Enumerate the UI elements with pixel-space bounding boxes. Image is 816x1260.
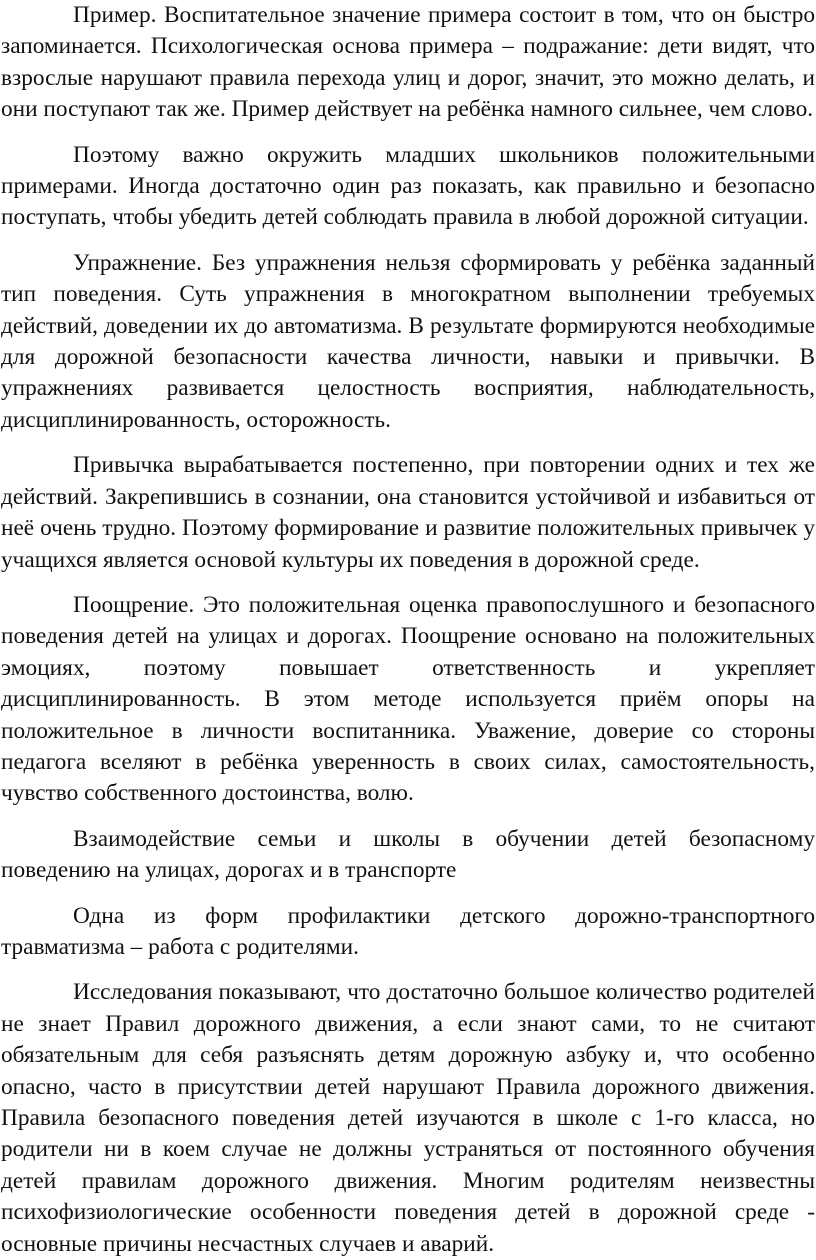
paragraph-positive-examples: Поэтому важно окружить младших школьников положительными примерами. Иногда достаточно один раз показать, как правильно и безопасно поступать, чтобы убедить детей соблюдать правила в любой дорожной ситуации. — [1, 141, 815, 231]
paragraph-example: Пример. Воспитательное значение примера состоит в том, что он быстро запоминается. Психологическая основа примера – подражание: дети видят, что взрослые нарушают правила перехода улиц и дорог, значит, это можно делать, и они поступают так же. Пример действует на ребёнка намного сильнее, чем слово. — [1, 2, 815, 123]
paragraph-exercise: Упражнение. Без упражнения нельзя сформировать у ребёнка заданный тип поведения. Суть упражнения в многократном выполнении требуемых действий, доведении их до автоматизма. В результате формируются необходимые для дорожной безопасности качества личности, навыки и привычки. В упражнениях развивается целостность восприятия, наблюдательность, дисциплинированность, осторожность. — [1, 249, 815, 433]
section-heading-family-school: Взаимодействие семьи и школы в обучении детей безопасному поведению на улицах, дорогах и в транспорте — [1, 825, 815, 884]
paragraph-research: Исследования показывают, что достаточно большое количество родителей не знает Правил дорожного движения, а если знают сами, то не считают обязательным для себя разъяснять детям дорожную азбуку и, что особенно опасно, часто в присутствии детей нарушают Правила дорожного движения. Правила безопасного поведения детей изучаются в школе с 1-го класса, но родители ни в коем случае не должны устраняться от постоянного обучения детей правилам дорожного движения. Многим родителям неизвестны психофизиологические особенности поведения детей в дорожной среде - основные причины несчастных случаев и аварий. — [1, 979, 815, 1257]
paragraph-encouragement: Поощрение. Это положительная оценка правопослушного и безопасного поведения детей на улицах и дорогах. Поощрение основано на положительных эмоциях, поэтому повышает ответственность и укрепляет дисциплинированность. В этом методе используется приём опоры на положительное в личности воспитанника. Уважение, доверие со стороны педагога вселяют в ребёнка уверенность в своих силах, самостоятельность, чувство собственного достоинства, волю. — [1, 591, 815, 807]
paragraph-work-with-parents: Одна из форм профилактики детского дорожно-транспортного травматизма – работа с родителями. — [1, 902, 815, 960]
paragraph-habit: Привычка вырабатывается постепенно, при повторении одних и тех же действий. Закрепившись в сознании, она становится устойчивой и избавиться от неё очень трудно. Поэтому формирование и развитие положительных привычек у учащихся является основой культуры их поведения в дорожной среде. — [1, 452, 815, 573]
